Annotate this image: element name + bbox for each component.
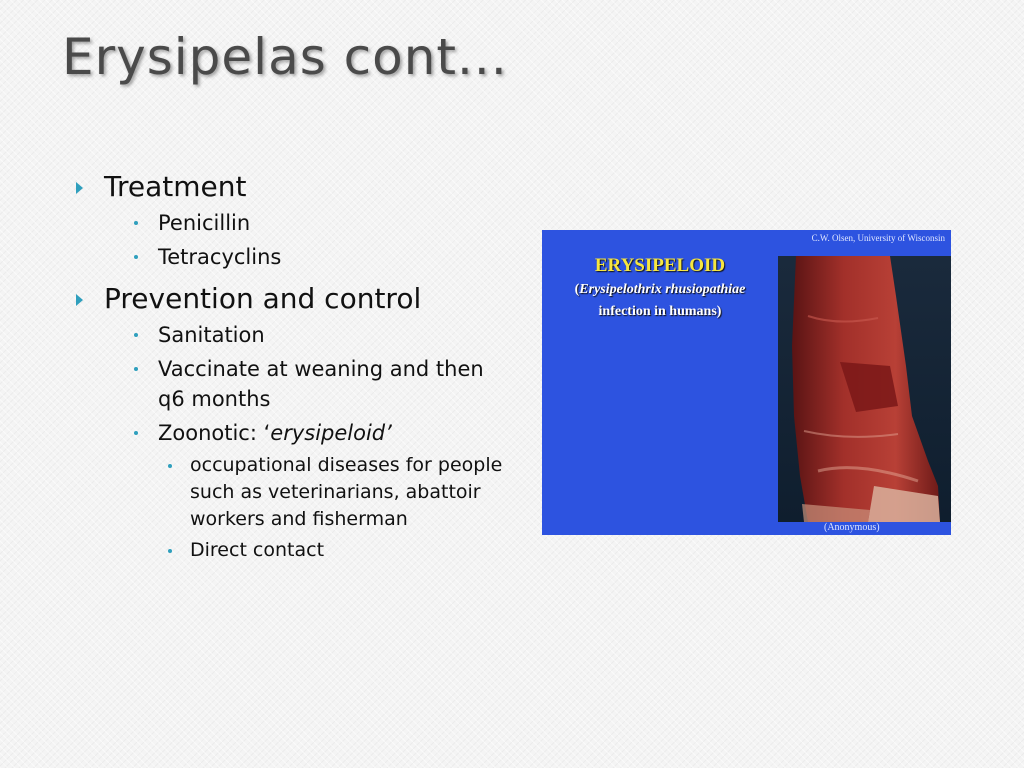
sub-bullet-penicillin xyxy=(72,208,512,238)
bullet-text: Tetracyclins xyxy=(158,245,282,269)
bullet-text: Direct contact xyxy=(190,539,325,561)
bullet-arrow-icon xyxy=(76,294,83,306)
sub-bullet-sanitation xyxy=(72,320,512,350)
bullet-arrow-icon xyxy=(76,182,83,194)
bullet-dot-icon xyxy=(168,464,172,468)
sub-bullet-vaccinate xyxy=(72,354,512,414)
erysipeloid-photo xyxy=(542,230,951,535)
slide-title: Erysipelas cont... xyxy=(62,28,508,86)
photo-attribution: (Anonymous) xyxy=(824,522,880,533)
bullet-dot-icon xyxy=(134,255,138,259)
photo-credit: C.W. Olsen, University of Wisconsin xyxy=(811,233,945,243)
caption-species-name: Erysipelothrix rhusiopathiae xyxy=(579,282,746,297)
sub-bullet-tetracyclins xyxy=(72,242,512,272)
photo-caption-title: ERYSIPELOID xyxy=(594,255,726,276)
bullet-text: Penicillin xyxy=(158,211,251,235)
sub-sub-bullet-occupational xyxy=(72,452,512,533)
bullet-dot-icon xyxy=(168,549,172,553)
bullet-text: Treatment xyxy=(104,170,247,203)
bullet-list xyxy=(72,160,512,564)
photo-caption-rest: infection in humans) xyxy=(598,304,722,319)
bullet-prevention xyxy=(72,282,512,316)
bullet-dot-icon xyxy=(134,221,138,225)
sub-sub-bullet-direct-contact xyxy=(72,537,512,564)
bullet-text: Sanitation xyxy=(158,323,265,347)
bullet-text-emphasis: erysipeloid’ xyxy=(270,421,392,445)
caption-paren: ( xyxy=(574,282,580,297)
bullet-text: Vaccinate at weaning and then q6 months xyxy=(158,357,484,411)
bullet-text: occupational diseases for people such as veterinarians, abattoir workers and fisherman xyxy=(190,454,503,530)
bullet-text: Zoonotic: ‘ xyxy=(158,421,271,445)
bullet-text: Prevention and control xyxy=(104,282,422,315)
sub-bullet-zoonotic xyxy=(72,418,512,448)
bullet-dot-icon xyxy=(134,333,138,337)
bullet-dot-icon xyxy=(134,367,138,371)
photo-caption-species xyxy=(542,282,778,298)
bullet-treatment xyxy=(72,170,512,204)
bullet-dot-icon xyxy=(134,431,138,435)
clinical-arm-photo xyxy=(778,256,951,522)
